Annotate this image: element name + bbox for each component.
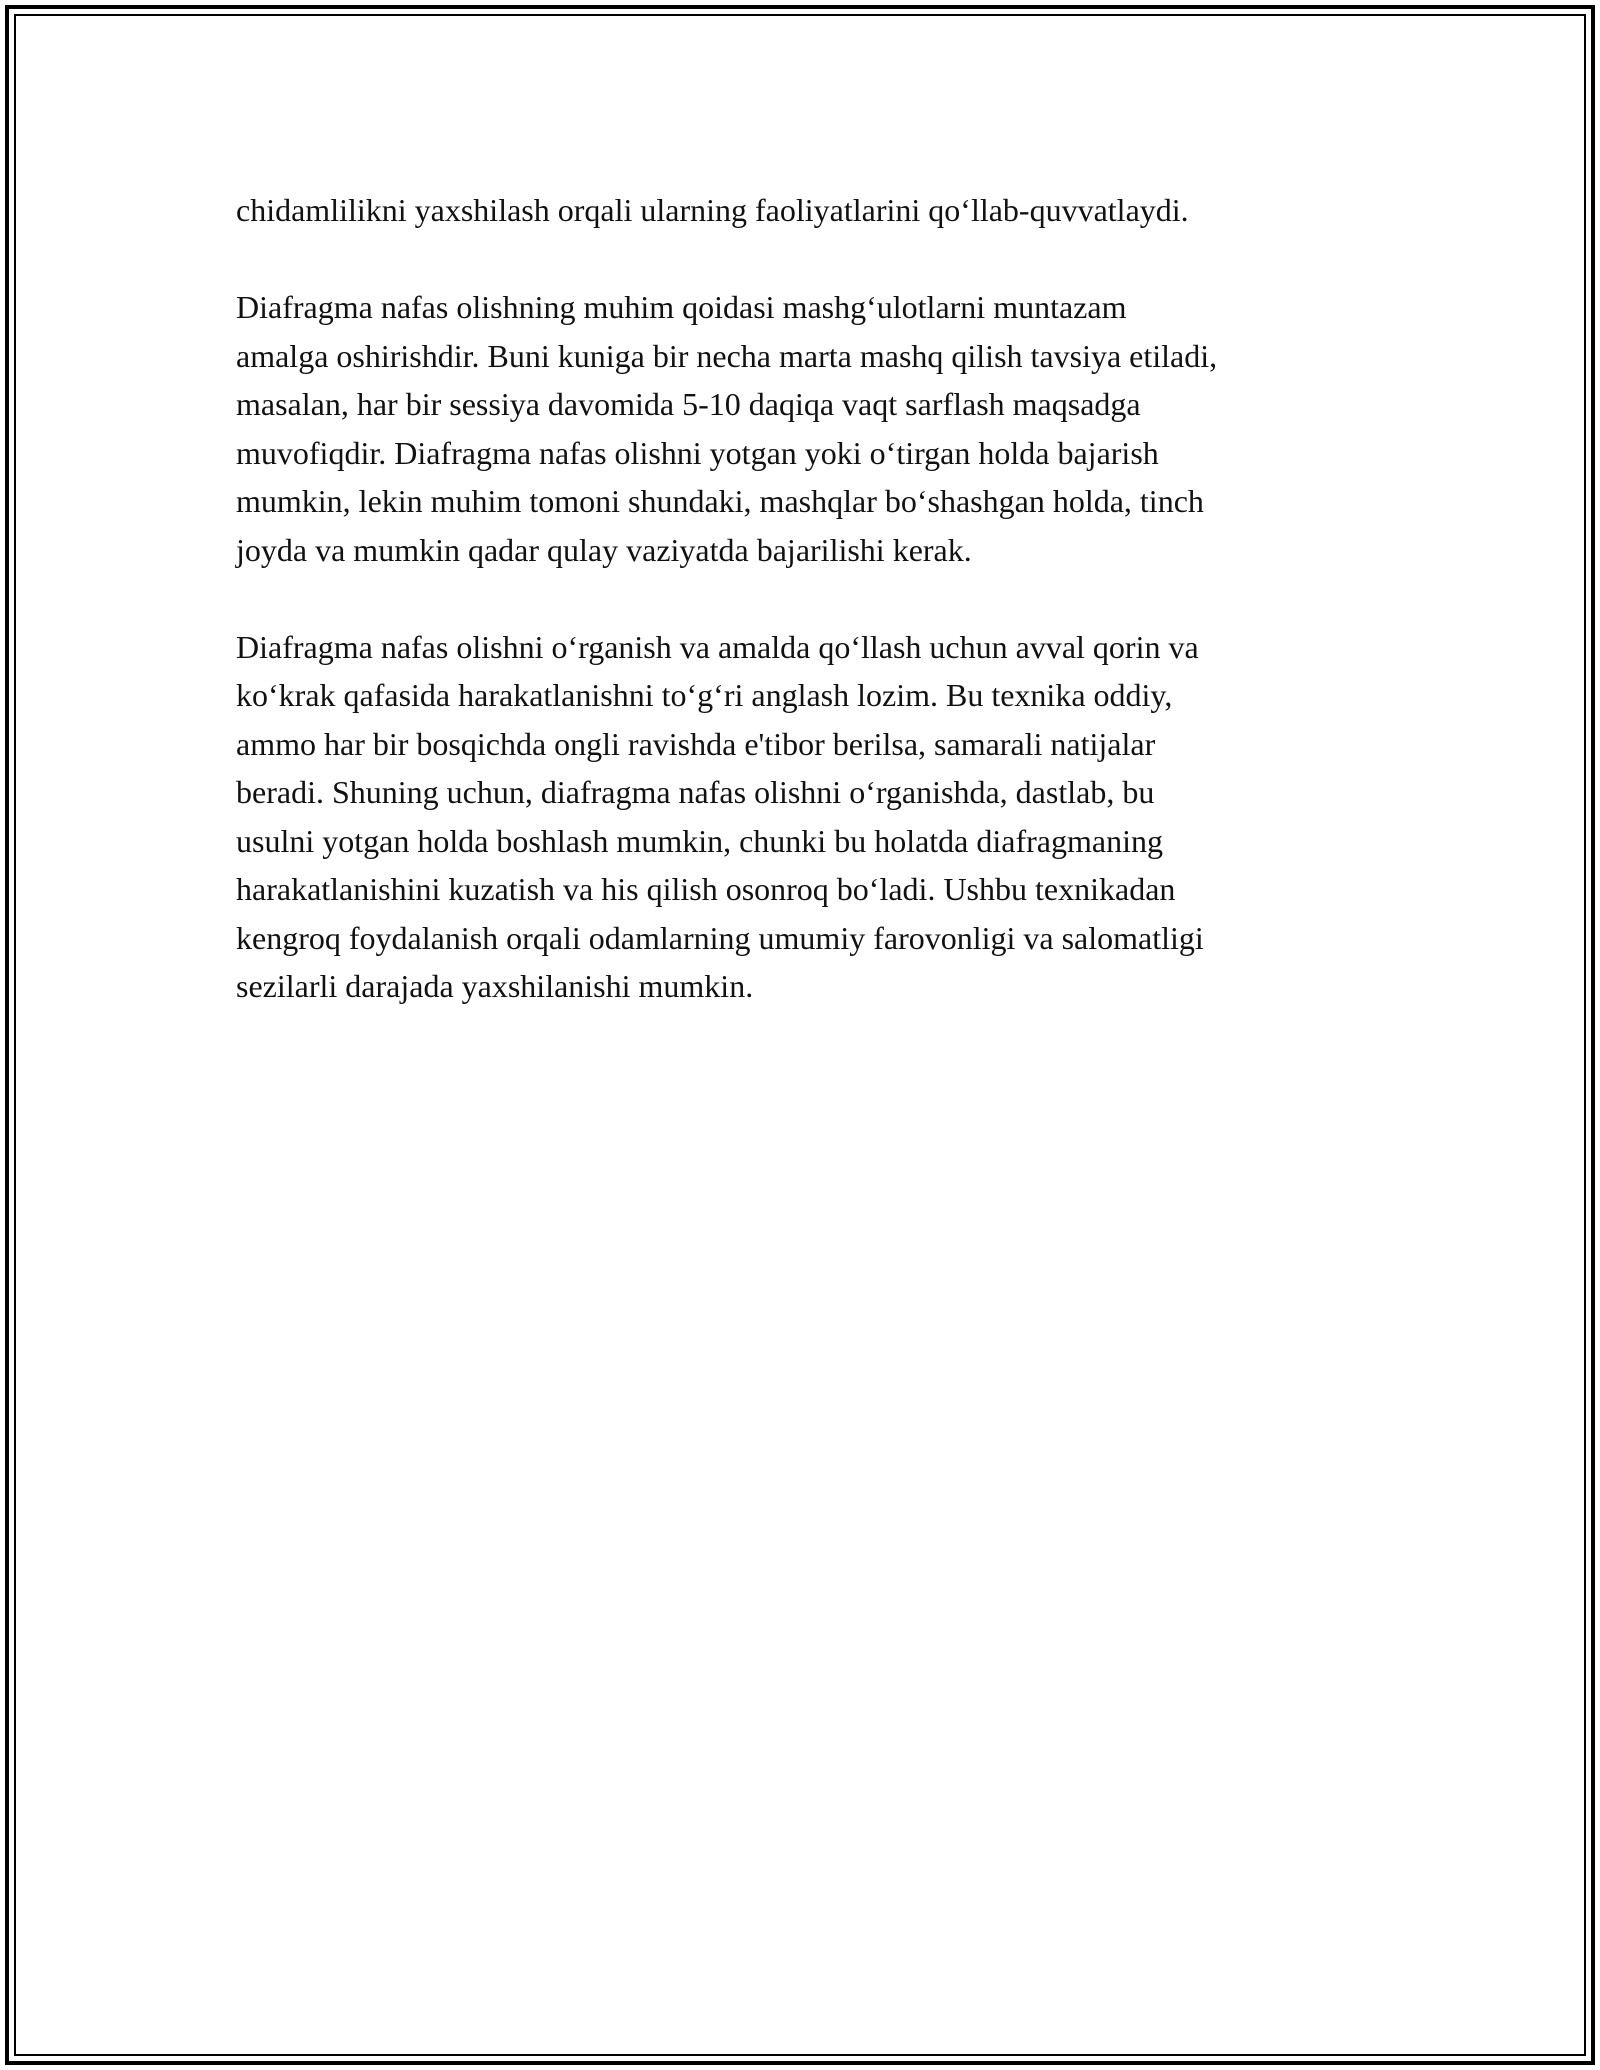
- paragraph-3: Diafragma nafas olishni o‘rganish va amalda qo‘llash uchun avval qorin va ko‘krak qafasida harakatlanishni to‘g‘ri anglash lozim. Bu texnika oddiy, ammo har bir bosqichda ongli ravishda e'tibor berilsa, samarali natijalar beradi. Shuning uchun, diafragma nafas olishni o‘rganishda, dastlab, bu usulni yotgan holda boshlash mumkin, chunki bu holatda diafragmaning harakatlanishini kuzatish va his qilish osonroq bo‘ladi. Ushbu texnikadan kengroq foydalanish orqali odamlarning umumiy farovonligi va salomatligi sezilarli darajada yaxshilanishi mumkin.: [236, 628, 1204, 1004]
- document-body: [236, 186, 1376, 1059]
- paragraph-2: Diafragma nafas olishning muhim qoidasi mashg‘ulotlarni muntazam amalga oshirishdir. Buni kuniga bir necha marta mashq qilish tavsiya etiladi, masalan, har bir sessiya davomida 5-10 daqiqa vaqt sarflash maqsadga muvofiqdir. Diafragma nafas olishni yotgan yoki o‘tirgan holda bajarish mumkin, lekin muhim tomoni shundaki, mashqlar bo‘shashgan holda, tinch joyda va mumkin qadar qulay vaziyatda bajarilishi kerak.: [236, 289, 1218, 568]
- paragraph-1: chidamlilikni yaxshilash orqali ularning faoliyatlarini qo‘llab-quvvatlaydi.: [236, 192, 1189, 228]
